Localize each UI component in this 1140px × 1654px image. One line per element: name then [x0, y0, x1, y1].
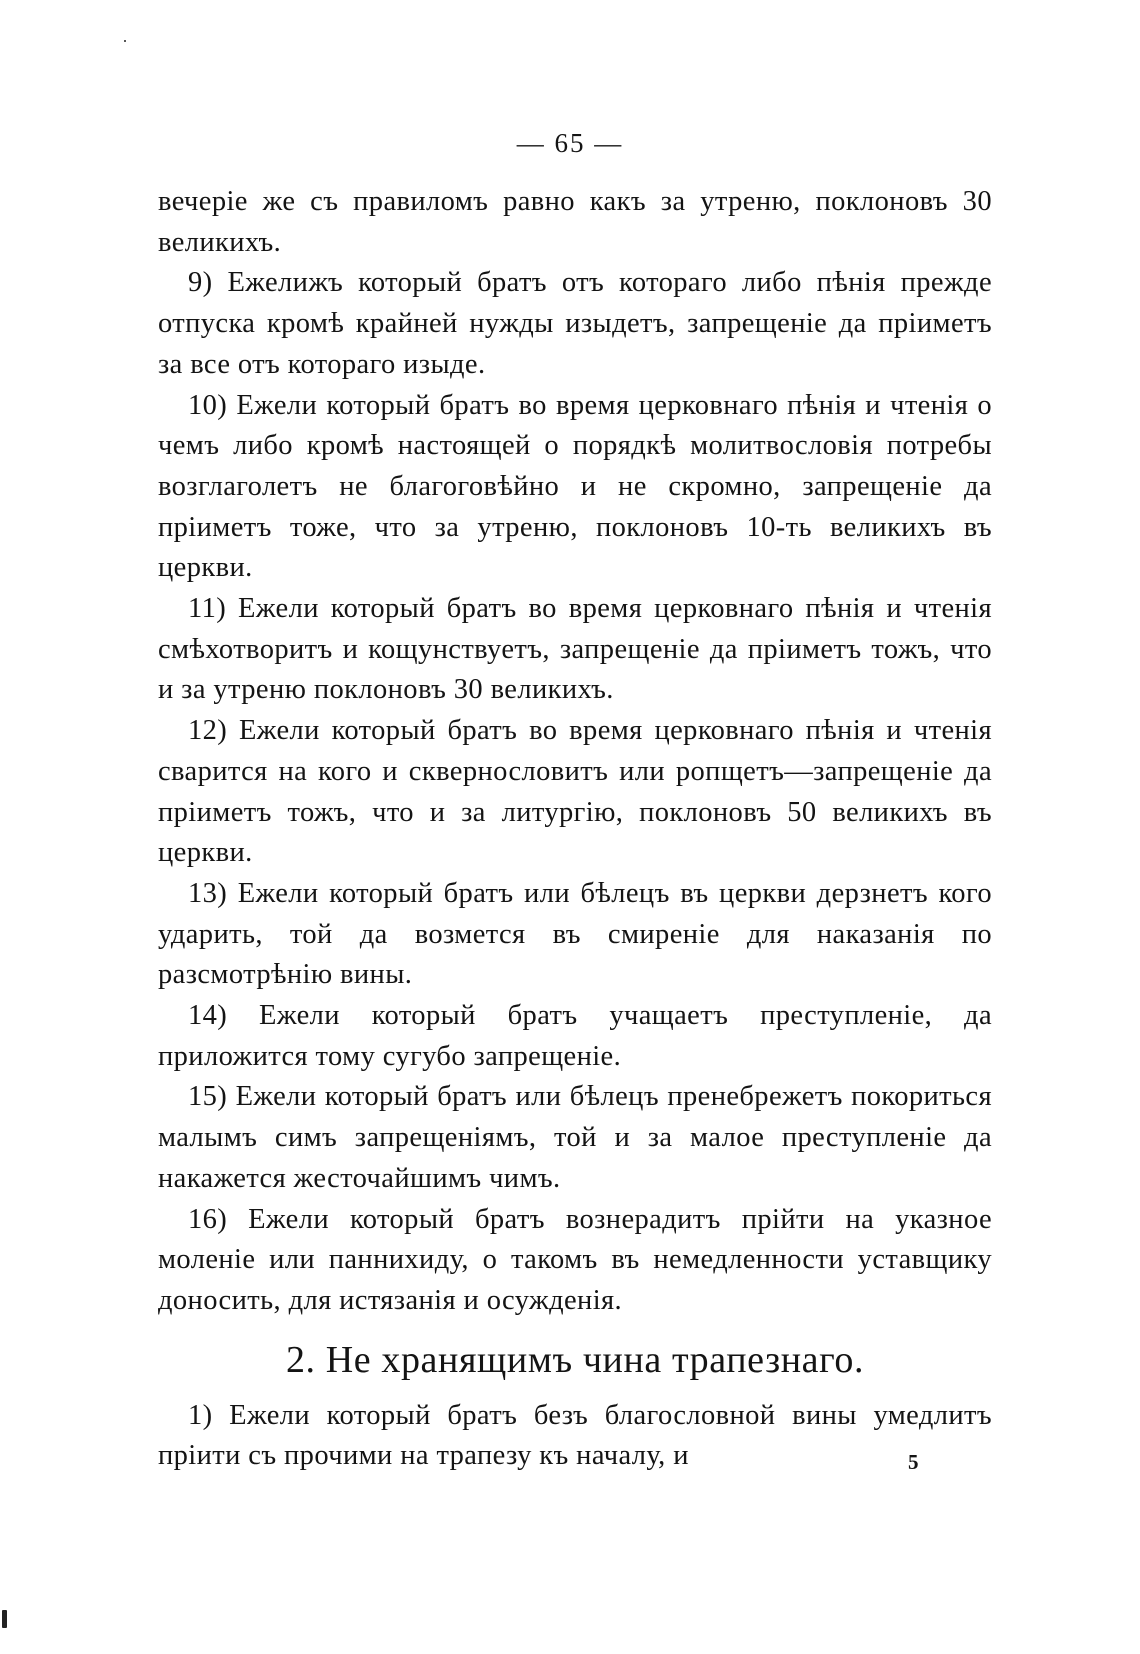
paragraph-item-11: 11) Ежели который братъ во время церковнаго пѣнія и чтенія смѣхотворитъ и кощунствуетъ, запрещеніе да пріиметъ тожъ, что и за утреню поклоновъ 30 великихъ.	[158, 593, 992, 706]
body-text	[158, 182, 992, 1477]
paragraph-item-16: 16) Ежели который братъ вознерадитъ прійти на указное моленіе или паннихиду, о такомъ въ немедленности уставщику доносить, для истязанія и осужденія.	[158, 1203, 992, 1316]
paragraph-continuation: вечеріе же съ правиломъ равно какъ за утреню, поклоновъ 30 великихъ.	[158, 186, 992, 258]
paragraph-item-15: 15) Ежели который братъ или бѣлецъ пренебрежетъ покориться малымъ симъ запрещеніямъ, той и за малое преступленіе да накажется жесточайшимъ чимъ.	[158, 1081, 992, 1194]
paragraph-item-10: 10) Ежели который братъ во время церковнаго пѣнія и чтенія о чемъ либо кромѣ настоящей о порядкѣ молитвословія потребы возглаголетъ не благоговѣйно и не скромно, запрещеніе да пріиметъ тоже, что за утреню, поклоновъ 10-ть великихъ въ церкви.	[158, 389, 992, 584]
page-number: — 65 —	[516, 128, 624, 158]
printer-signature-mark: 5	[908, 1450, 919, 1474]
paragraph-item-13: 13) Ежели который братъ или бѣлецъ въ церкви дерзнетъ кого ударить, той да возмется въ смиреніе для наказанія по разсмотрѣнію вины.	[158, 877, 992, 991]
paragraph-item-9: 9) Ежелижъ который братъ отъ котораго либо пѣнія прежде отпуска кромѣ крайней нужды изыдетъ, запрещеніе да пріиметъ за все отъ котораго изыде.	[158, 267, 992, 380]
paragraph-item-14: 14) Ежели который братъ учащаетъ преступленіе, да приложится тому сугубо запрещеніе.	[158, 1000, 992, 1072]
section-paragraph-item-1: 1) Ежели который братъ безъ благословной вины умедлитъ пріити съ прочими на трапезу къ началу, и	[158, 1399, 992, 1472]
scan-speck	[2, 1610, 7, 1628]
scan-speck	[124, 40, 126, 42]
paragraph-item-12: 12) Ежели который братъ во время церковнаго пѣнія и чтенія сварится на кого и сквернословитъ или ропщетъ—запрещеніе да пріиметъ тожъ, что и за литургію, поклоновъ 50 великихъ въ церкви.	[158, 715, 992, 869]
section-heading: 2. Не хранящимъ чина трапезнаго.	[285, 1338, 865, 1381]
